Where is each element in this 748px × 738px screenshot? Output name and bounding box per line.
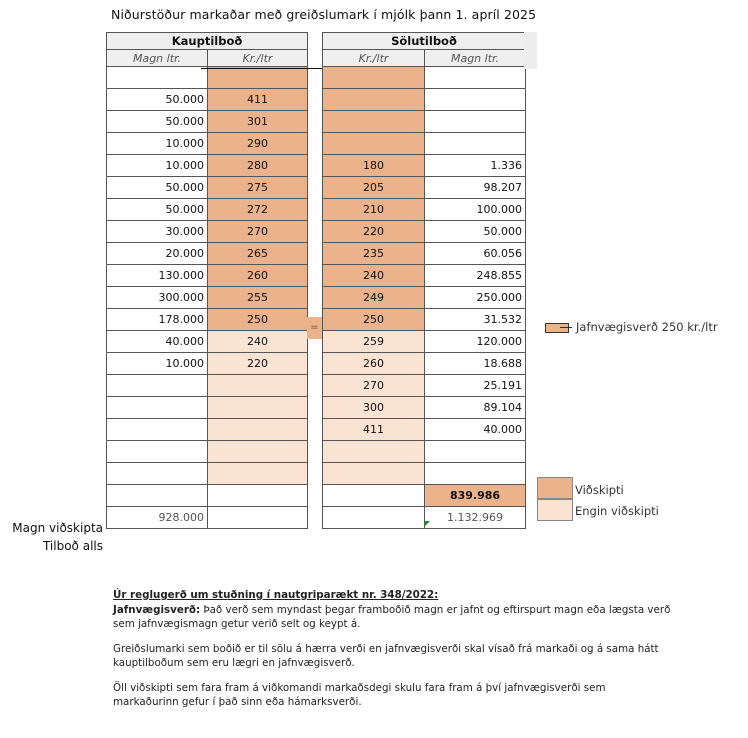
buy-row (107, 243, 308, 265)
buy-price-cell (208, 419, 308, 441)
sell-row (323, 375, 526, 397)
buy-price-cell: 250 (208, 309, 308, 331)
sell-qty-cell: 60.056 (425, 243, 526, 265)
buy-qty-cell: 928.000 (107, 507, 208, 529)
trade-volume-label: Magn viðskipta (12, 521, 103, 535)
sell-price-cell (323, 441, 425, 463)
notes-heading: Úr reglugerð um stuðning í nautgriparækt nr. 348/2022: (113, 589, 439, 601)
buy-row (107, 265, 308, 287)
buy-price-cell (208, 507, 308, 529)
buy-qty-cell: 50.000 (107, 111, 208, 133)
buy-price-cell (208, 375, 308, 397)
notes-eq-text: Það verð sem myndast þegar framboðið magn er jafnt og eftirspurt magn eða lægsta verð sem jafnvægismagn getur verið selt og keypt á. (113, 603, 671, 630)
buy-price-cell: 280 (208, 155, 308, 177)
buy-price-cell (208, 397, 308, 419)
sell-row (323, 155, 526, 177)
buy-qty-cell: 40.000 (107, 331, 208, 353)
sell-qty-cell: 839.986 (425, 485, 526, 507)
buy-price-cell: 290 (208, 133, 308, 155)
buy-row (107, 375, 308, 397)
sell-price-cell: 300 (323, 397, 425, 419)
buy-qty-cell (107, 441, 208, 463)
equilibrium-arrow-line (560, 327, 572, 328)
sell-price-cell (323, 463, 425, 485)
sell-header: Sölutilboð (323, 33, 526, 50)
buy-price-cell: 275 (208, 177, 308, 199)
buy-row (107, 485, 308, 507)
buy-qty-cell: 50.000 (107, 199, 208, 221)
sell-row (323, 419, 526, 441)
equilibrium-sign: = (307, 317, 322, 339)
buy-qty-cell: 10.000 (107, 353, 208, 375)
sell-price-cell: 250 (323, 309, 425, 331)
buy-row (107, 177, 308, 199)
buy-qty-cell: 130.000 (107, 265, 208, 287)
buy-row (107, 397, 308, 419)
notes-eq-definition (113, 603, 673, 632)
sell-qty-cell: 100.000 (425, 199, 526, 221)
buy-row (107, 331, 308, 353)
buy-col-qty: Magn ltr. (107, 50, 208, 67)
buy-row (107, 287, 308, 309)
sell-qty-cell (425, 441, 526, 463)
buy-row (107, 89, 308, 111)
sell-qty-cell: 1.336 (425, 155, 526, 177)
sell-row (323, 221, 526, 243)
sell-col-price: Kr./ltr (323, 50, 425, 67)
buy-price-cell: 220 (208, 353, 308, 375)
header-shade (524, 32, 537, 69)
sell-price-cell (323, 111, 425, 133)
legend-traded-swatch (537, 477, 573, 499)
sell-qty-cell: 248.855 (425, 265, 526, 287)
sell-row (323, 309, 526, 331)
sell-row (323, 89, 526, 111)
buy-price-cell: 270 (208, 221, 308, 243)
sell-price-cell: 180 (323, 155, 425, 177)
sell-row (323, 133, 526, 155)
sell-price-cell: 240 (323, 265, 425, 287)
sell-price-cell: 205 (323, 177, 425, 199)
buy-qty-cell (107, 463, 208, 485)
buy-header: Kauptilboð (107, 33, 308, 50)
equilibrium-arrow-icon (545, 323, 569, 333)
sell-qty-cell (425, 67, 526, 89)
sell-qty-cell (425, 463, 526, 485)
buy-price-cell: 240 (208, 331, 308, 353)
buy-row (107, 353, 308, 375)
buy-qty-cell: 10.000 (107, 133, 208, 155)
buy-row (107, 507, 308, 529)
notes-eq-term: Jafnvægisverð: (113, 603, 201, 616)
buy-row (107, 419, 308, 441)
buy-price-cell (208, 441, 308, 463)
buy-row (107, 463, 308, 485)
sell-row (323, 485, 526, 507)
buy-row (107, 155, 308, 177)
buy-price-cell: 411 (208, 89, 308, 111)
buy-price-cell: 272 (208, 199, 308, 221)
sell-price-cell (323, 67, 425, 89)
buy-qty-cell: 300.000 (107, 287, 208, 309)
sell-row (323, 463, 526, 485)
sell-row (323, 353, 526, 375)
sell-qty-cell: 1.132.969 (425, 507, 526, 529)
buy-row (107, 309, 308, 331)
buy-price-cell: 301 (208, 111, 308, 133)
sell-price-cell (323, 89, 425, 111)
sell-row (323, 287, 526, 309)
sell-qty-cell: 50.000 (425, 221, 526, 243)
legend-not-traded-swatch (537, 499, 573, 521)
sell-qty-cell (425, 89, 526, 111)
buy-price-cell (208, 67, 308, 89)
sell-row (323, 177, 526, 199)
header-divider (201, 68, 322, 69)
sell-row (323, 265, 526, 287)
sell-price-cell: 411 (323, 419, 425, 441)
sell-qty-cell: 250.000 (425, 287, 526, 309)
buy-row (107, 199, 308, 221)
sell-qty-cell (425, 133, 526, 155)
buy-row (107, 111, 308, 133)
buy-qty-cell (107, 419, 208, 441)
buy-qty-cell (107, 397, 208, 419)
sell-price-cell: 235 (323, 243, 425, 265)
legend-traded-label: Viðskipti (575, 483, 624, 497)
sell-price-cell: 249 (323, 287, 425, 309)
sell-price-cell (323, 485, 425, 507)
buy-row (107, 67, 308, 89)
sell-row (323, 331, 526, 353)
buy-qty-cell (107, 485, 208, 507)
sell-price-cell: 210 (323, 199, 425, 221)
sell-qty-cell (425, 111, 526, 133)
total-offers-label: Tilboð alls (42, 539, 103, 553)
sell-row (323, 243, 526, 265)
sell-price-cell: 220 (323, 221, 425, 243)
sell-qty-cell: 31.532 (425, 309, 526, 331)
buy-qty-cell: 50.000 (107, 89, 208, 111)
sell-row (323, 199, 526, 221)
sell-row (323, 441, 526, 463)
regulation-notes (113, 588, 673, 720)
buy-price-cell (208, 463, 308, 485)
buy-qty-cell (107, 67, 208, 89)
sell-row (323, 111, 526, 133)
sell-qty-cell: 18.688 (425, 353, 526, 375)
buy-price-cell (208, 485, 308, 507)
sell-qty-cell: 98.207 (425, 177, 526, 199)
buy-price-cell: 265 (208, 243, 308, 265)
notes-para-2: Greiðslumarki sem boðið er til sölu á hærra verði en jafnvægisverði skal vísað frá markaði og á sama hátt kauptilboðum sem eru lægri en jafnvægisverð. (113, 642, 659, 669)
buy-qty-cell: 20.000 (107, 243, 208, 265)
sell-qty-cell: 89.104 (425, 397, 526, 419)
buy-qty-cell: 50.000 (107, 177, 208, 199)
sell-col-qty: Magn ltr. (425, 50, 526, 67)
buy-qty-cell: 30.000 (107, 221, 208, 243)
sell-price-cell (323, 507, 425, 529)
sell-price-cell: 260 (323, 353, 425, 375)
buy-qty-cell (107, 375, 208, 397)
buy-qty-cell: 178.000 (107, 309, 208, 331)
sell-price-cell: 270 (323, 375, 425, 397)
equilibrium-label: Jafnvægisverð 250 kr./ltr (576, 320, 718, 334)
sell-qty-cell: 40.000 (425, 419, 526, 441)
buy-col-price: Kr./ltr (208, 50, 308, 67)
sell-qty-cell: 25.191 (425, 375, 526, 397)
buy-row (107, 133, 308, 155)
buy-qty-cell: 10.000 (107, 155, 208, 177)
notes-para-3: Öll viðskipti sem fara fram á viðkomandi markaðsdegi skulu fara fram á því jafnvægisverði sem markaðurinn gefur í það sinn eða hámarksverði. (113, 681, 606, 708)
sell-row (323, 397, 526, 419)
sell-row (323, 67, 526, 89)
buy-offers-table (106, 32, 308, 529)
buy-price-cell: 260 (208, 265, 308, 287)
sell-qty-cell: 120.000 (425, 331, 526, 353)
sell-price-cell: 259 (323, 331, 425, 353)
buy-price-cell: 255 (208, 287, 308, 309)
buy-row (107, 221, 308, 243)
sell-price-cell (323, 133, 425, 155)
page-title: Niðurstöður markaðar með greiðslumark í mjólk þann 1. apríl 2025 (111, 7, 537, 22)
buy-row (107, 441, 308, 463)
sell-offers-table (322, 32, 526, 529)
cell-comment-marker (424, 521, 430, 527)
legend-not-traded-label: Engin viðskipti (575, 504, 659, 518)
